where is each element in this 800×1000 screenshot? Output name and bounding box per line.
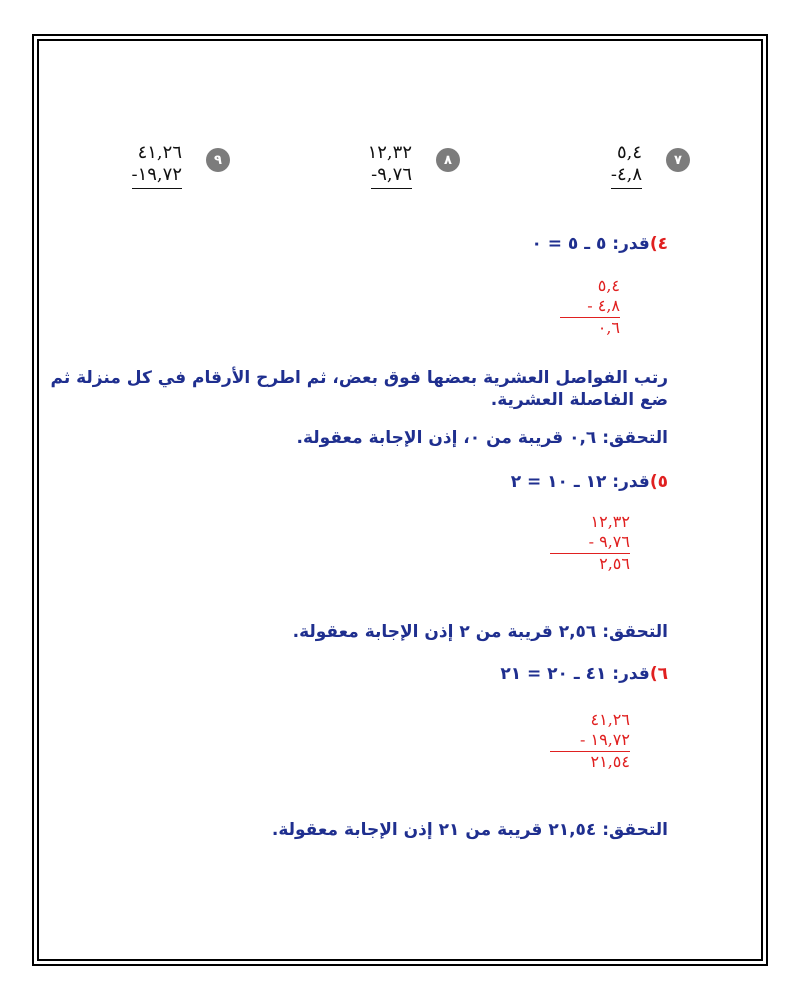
estimate-expression: ١٢ ـ ١٠ = ٢ — [510, 472, 607, 492]
exercise-numbers — [611, 142, 642, 189]
solution-number: ٦) — [649, 664, 668, 684]
estimate-label: قدر: — [612, 234, 650, 254]
check-1: التحقق: ٠,٦ قريبة من ٠، إذن الإجابة معقولة. — [296, 428, 668, 448]
subtrahend: ١٩,٧٢- — [132, 164, 183, 189]
estimate-label: قدر: — [612, 472, 650, 492]
explanation-line-2: ضع الفاصلة العشرية. — [490, 390, 668, 410]
calc-subtrahend: ٤,٨ - — [560, 296, 620, 318]
calc-result: ٠,٦ — [597, 318, 620, 337]
calc-subtrahend: ١٩,٧٢ - — [550, 730, 630, 752]
solution-number: ٥) — [649, 472, 668, 492]
minuend: ٤١,٢٦ — [137, 142, 182, 163]
minuend: ١٢,٣٢ — [367, 142, 412, 163]
explanation-line-1: رتب الفواصل العشرية بعضها فوق بعض، ثم اطرح الأرقام في كل منزلة ثم — [50, 368, 668, 388]
exercise-8 — [310, 142, 460, 192]
calc-minuend: ٤١,٢٦ — [590, 710, 630, 729]
solution-6-estimate — [500, 664, 668, 684]
estimate-expression: ٤١ ـ ٢٠ = ٢١ — [500, 664, 607, 684]
exercise-numbers — [368, 142, 412, 189]
solution-4-estimate — [531, 234, 668, 254]
subtrahend: ٩,٧٦- — [371, 164, 412, 189]
minuend: ٥,٤ — [616, 142, 642, 163]
calc-minuend: ٥,٤ — [597, 276, 620, 295]
exercise-7 — [540, 142, 690, 192]
exercise-number-badge: ٩ — [206, 148, 230, 172]
exercise-numbers — [132, 142, 183, 189]
exercise-number-badge: ٧ — [666, 148, 690, 172]
solution-5-calculation — [550, 512, 630, 574]
calc-minuend: ١٢,٣٢ — [590, 512, 630, 531]
solution-number: ٤) — [649, 234, 668, 254]
calc-subtrahend: ٩,٧٦ - — [550, 532, 630, 554]
exercise-9 — [80, 142, 230, 192]
exercise-number-badge: ٨ — [436, 148, 460, 172]
estimate-expression: ٥ ـ ٥ = ٠ — [531, 234, 607, 254]
estimate-label: قدر: — [612, 664, 650, 684]
calc-result: ٢,٥٦ — [599, 554, 630, 573]
solution-5-estimate — [511, 472, 668, 492]
check-3: التحقق: ٢١,٥٤ قريبة من ٢١ إذن الإجابة معقولة. — [271, 820, 668, 840]
solution-4-calculation — [560, 276, 620, 338]
check-2: التحقق: ٢,٥٦ قريبة من ٢ إذن الإجابة معقولة. — [292, 622, 668, 642]
calc-result: ٢١,٥٤ — [590, 752, 630, 771]
subtrahend: ٤,٨- — [611, 164, 642, 189]
solution-6-calculation — [550, 710, 630, 772]
